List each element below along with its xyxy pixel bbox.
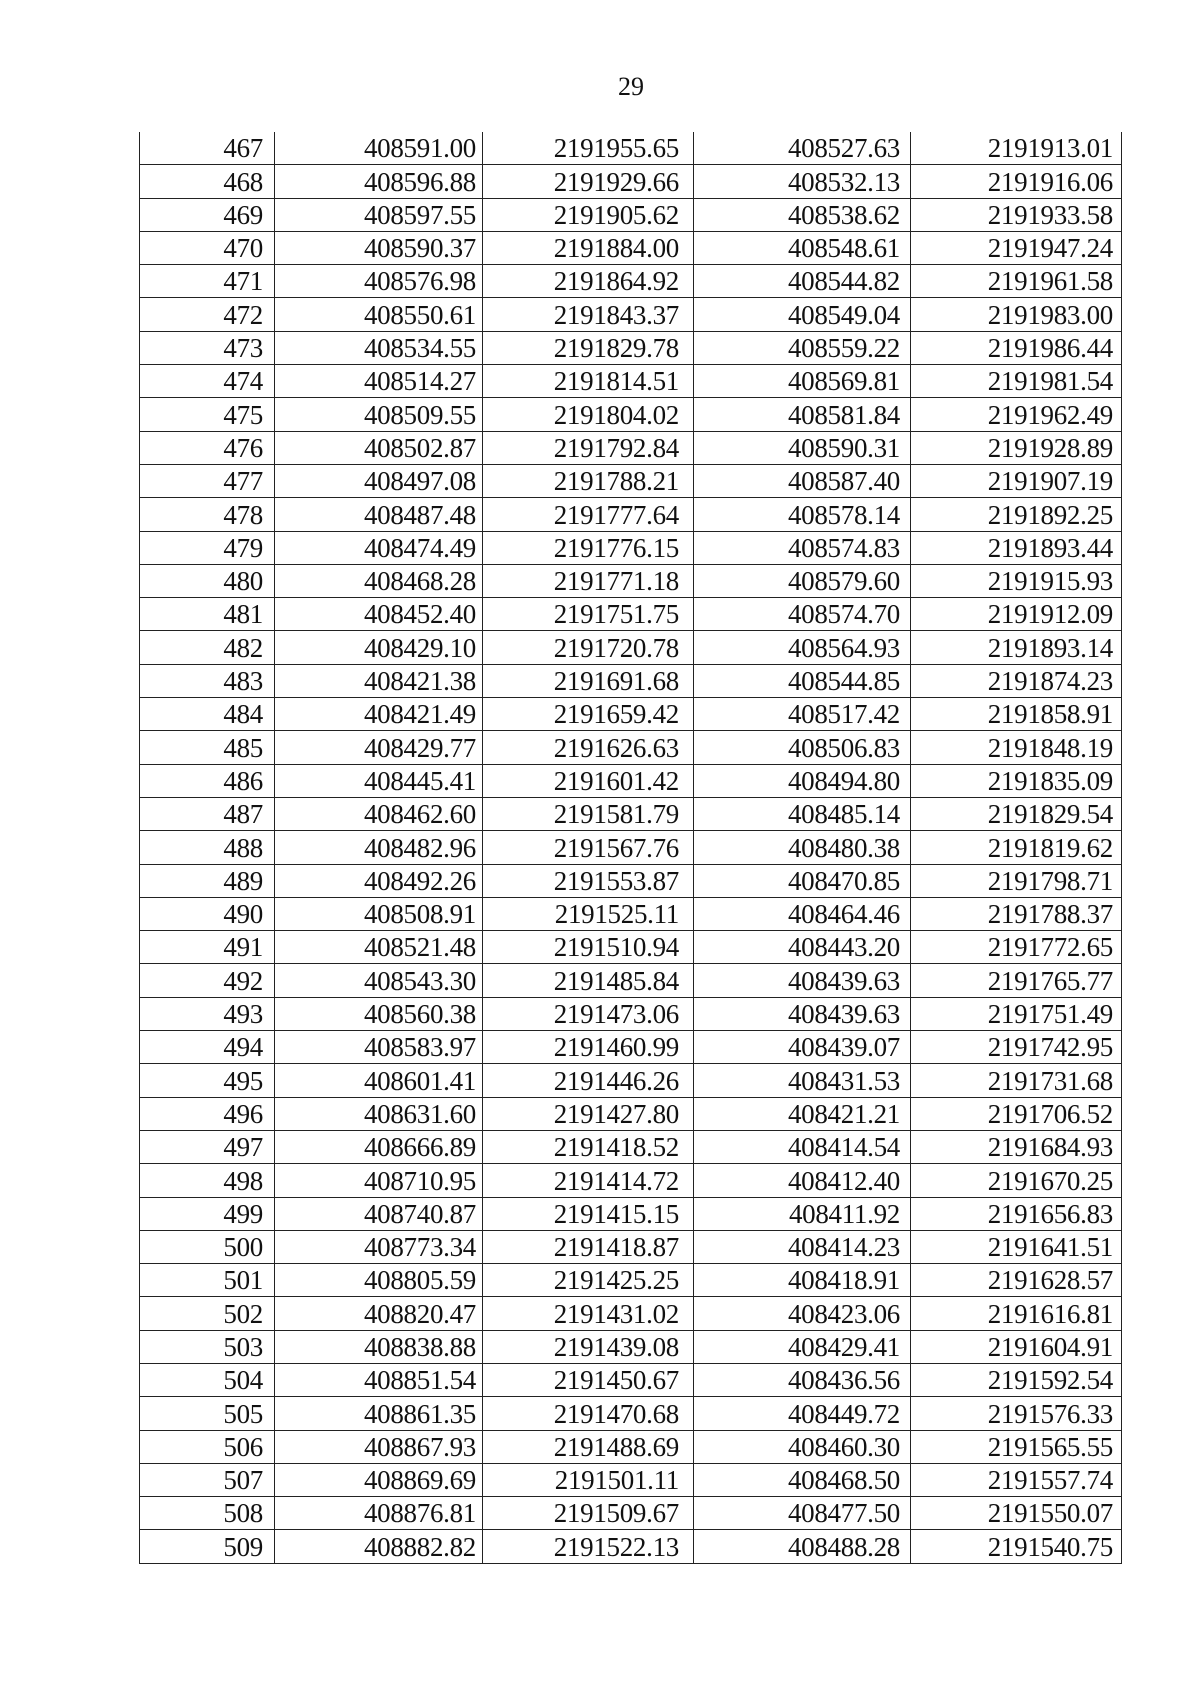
table-row — [140, 198, 1122, 231]
x2-coordinate-cell: 408414.54 — [694, 1130, 911, 1163]
point-number-cell: 499 — [140, 1197, 275, 1230]
y2-coordinate-cell: 2191892.25 — [911, 498, 1122, 531]
x1-coordinate-cell: 408591.00 — [275, 132, 483, 165]
x1-coordinate-cell: 408514.27 — [275, 365, 483, 398]
point-number-cell: 469 — [140, 198, 275, 231]
x2-coordinate-cell: 408480.38 — [694, 831, 911, 864]
y2-coordinate-cell: 2191616.81 — [911, 1297, 1122, 1330]
x2-coordinate-cell: 408418.91 — [694, 1264, 911, 1297]
y2-coordinate-cell: 2191928.89 — [911, 431, 1122, 464]
x1-coordinate-cell: 408601.41 — [275, 1064, 483, 1097]
table-row — [140, 1463, 1122, 1496]
table-row — [140, 398, 1122, 431]
y2-coordinate-cell: 2191576.33 — [911, 1397, 1122, 1430]
x2-coordinate-cell: 408439.63 — [694, 997, 911, 1030]
point-number-cell: 493 — [140, 997, 275, 1030]
table-row — [140, 831, 1122, 864]
y1-coordinate-cell: 2191864.92 — [483, 265, 694, 298]
y2-coordinate-cell: 2191742.95 — [911, 1031, 1122, 1064]
x2-coordinate-cell: 408578.14 — [694, 498, 911, 531]
x1-coordinate-cell: 408452.40 — [275, 598, 483, 631]
y1-coordinate-cell: 2191501.11 — [483, 1463, 694, 1496]
x1-coordinate-cell: 408882.82 — [275, 1530, 483, 1563]
x1-coordinate-cell: 408876.81 — [275, 1497, 483, 1530]
x2-coordinate-cell: 408549.04 — [694, 298, 911, 331]
y2-coordinate-cell: 2191874.23 — [911, 664, 1122, 697]
x2-coordinate-cell: 408429.41 — [694, 1330, 911, 1363]
y1-coordinate-cell: 2191929.66 — [483, 165, 694, 198]
point-number-cell: 500 — [140, 1230, 275, 1263]
x1-coordinate-cell: 408851.54 — [275, 1363, 483, 1396]
y1-coordinate-cell: 2191431.02 — [483, 1297, 694, 1330]
point-number-cell: 467 — [140, 132, 275, 165]
x2-coordinate-cell: 408544.85 — [694, 664, 911, 697]
x2-coordinate-cell: 408464.46 — [694, 897, 911, 930]
y1-coordinate-cell: 2191425.25 — [483, 1264, 694, 1297]
x2-coordinate-cell: 408421.21 — [694, 1097, 911, 1130]
x1-coordinate-cell: 408474.49 — [275, 531, 483, 564]
y2-coordinate-cell: 2191981.54 — [911, 365, 1122, 398]
y2-coordinate-cell: 2191858.91 — [911, 698, 1122, 731]
y1-coordinate-cell: 2191601.42 — [483, 764, 694, 797]
x1-coordinate-cell: 408869.69 — [275, 1463, 483, 1496]
y2-coordinate-cell: 2191893.44 — [911, 531, 1122, 564]
point-number-cell: 509 — [140, 1530, 275, 1563]
x2-coordinate-cell: 408527.63 — [694, 132, 911, 165]
table-row — [140, 1330, 1122, 1363]
point-number-cell: 486 — [140, 764, 275, 797]
x1-coordinate-cell: 408590.37 — [275, 231, 483, 264]
y1-coordinate-cell: 2191427.80 — [483, 1097, 694, 1130]
x1-coordinate-cell: 408596.88 — [275, 165, 483, 198]
point-number-cell: 506 — [140, 1430, 275, 1463]
table-row — [140, 265, 1122, 298]
x1-coordinate-cell: 408631.60 — [275, 1097, 483, 1130]
y2-coordinate-cell: 2191656.83 — [911, 1197, 1122, 1230]
y1-coordinate-cell: 2191771.18 — [483, 564, 694, 597]
y1-coordinate-cell: 2191509.67 — [483, 1497, 694, 1530]
x2-coordinate-cell: 408449.72 — [694, 1397, 911, 1430]
table-row — [140, 1097, 1122, 1130]
x1-coordinate-cell: 408497.08 — [275, 464, 483, 497]
y2-coordinate-cell: 2191557.74 — [911, 1463, 1122, 1496]
x1-coordinate-cell: 408521.48 — [275, 931, 483, 964]
x2-coordinate-cell: 408574.83 — [694, 531, 911, 564]
point-number-cell: 471 — [140, 265, 275, 298]
table-row — [140, 997, 1122, 1030]
x2-coordinate-cell: 408423.06 — [694, 1297, 911, 1330]
x1-coordinate-cell: 408429.10 — [275, 631, 483, 664]
y1-coordinate-cell: 2191418.52 — [483, 1130, 694, 1163]
x2-coordinate-cell: 408431.53 — [694, 1064, 911, 1097]
table-row — [140, 1064, 1122, 1097]
point-number-cell: 484 — [140, 698, 275, 731]
table-row — [140, 631, 1122, 664]
y1-coordinate-cell: 2191829.78 — [483, 331, 694, 364]
y2-coordinate-cell: 2191798.71 — [911, 864, 1122, 897]
x2-coordinate-cell: 408538.62 — [694, 198, 911, 231]
y2-coordinate-cell: 2191907.19 — [911, 464, 1122, 497]
y2-coordinate-cell: 2191670.25 — [911, 1164, 1122, 1197]
point-number-cell: 502 — [140, 1297, 275, 1330]
table-row — [140, 598, 1122, 631]
y1-coordinate-cell: 2191776.15 — [483, 531, 694, 564]
y1-coordinate-cell: 2191955.65 — [483, 132, 694, 165]
x1-coordinate-cell: 408543.30 — [275, 964, 483, 997]
point-number-cell: 475 — [140, 398, 275, 431]
y1-coordinate-cell: 2191884.00 — [483, 231, 694, 264]
table-row — [140, 1297, 1122, 1330]
y1-coordinate-cell: 2191626.63 — [483, 731, 694, 764]
point-number-cell: 489 — [140, 864, 275, 897]
x2-coordinate-cell: 408436.56 — [694, 1363, 911, 1396]
x2-coordinate-cell: 408532.13 — [694, 165, 911, 198]
y2-coordinate-cell: 2191565.55 — [911, 1430, 1122, 1463]
coordinates-table-body — [140, 132, 1122, 1563]
table-row — [140, 964, 1122, 997]
table-row — [140, 931, 1122, 964]
x2-coordinate-cell: 408517.42 — [694, 698, 911, 731]
x1-coordinate-cell: 408740.87 — [275, 1197, 483, 1230]
table-row — [140, 464, 1122, 497]
y1-coordinate-cell: 2191470.68 — [483, 1397, 694, 1430]
x2-coordinate-cell: 408439.07 — [694, 1031, 911, 1064]
x1-coordinate-cell: 408492.26 — [275, 864, 483, 897]
y2-coordinate-cell: 2191893.14 — [911, 631, 1122, 664]
y2-coordinate-cell: 2191592.54 — [911, 1363, 1122, 1396]
y1-coordinate-cell: 2191751.75 — [483, 598, 694, 631]
x2-coordinate-cell: 408412.40 — [694, 1164, 911, 1197]
y1-coordinate-cell: 2191720.78 — [483, 631, 694, 664]
x1-coordinate-cell: 408576.98 — [275, 265, 483, 298]
table-row — [140, 1397, 1122, 1430]
table-row — [140, 531, 1122, 564]
y2-coordinate-cell: 2191962.49 — [911, 398, 1122, 431]
x2-coordinate-cell: 408443.20 — [694, 931, 911, 964]
y2-coordinate-cell: 2191550.07 — [911, 1497, 1122, 1530]
table-row — [140, 1031, 1122, 1064]
y2-coordinate-cell: 2191915.93 — [911, 564, 1122, 597]
x1-coordinate-cell: 408773.34 — [275, 1230, 483, 1263]
point-number-cell: 472 — [140, 298, 275, 331]
table-row — [140, 564, 1122, 597]
y1-coordinate-cell: 2191510.94 — [483, 931, 694, 964]
table-row — [140, 1363, 1122, 1396]
x1-coordinate-cell: 408583.97 — [275, 1031, 483, 1064]
y1-coordinate-cell: 2191691.68 — [483, 664, 694, 697]
y2-coordinate-cell: 2191751.49 — [911, 997, 1122, 1030]
y1-coordinate-cell: 2191450.67 — [483, 1363, 694, 1396]
point-number-cell: 481 — [140, 598, 275, 631]
y2-coordinate-cell: 2191765.77 — [911, 964, 1122, 997]
y2-coordinate-cell: 2191912.09 — [911, 598, 1122, 631]
table-row — [140, 1230, 1122, 1263]
x1-coordinate-cell: 408838.88 — [275, 1330, 483, 1363]
x1-coordinate-cell: 408508.91 — [275, 897, 483, 930]
y2-coordinate-cell: 2191913.01 — [911, 132, 1122, 165]
table-row — [140, 797, 1122, 830]
y1-coordinate-cell: 2191525.11 — [483, 897, 694, 930]
table-row — [140, 1197, 1122, 1230]
y2-coordinate-cell: 2191947.24 — [911, 231, 1122, 264]
table-row — [140, 1497, 1122, 1530]
y1-coordinate-cell: 2191792.84 — [483, 431, 694, 464]
y1-coordinate-cell: 2191446.26 — [483, 1064, 694, 1097]
y1-coordinate-cell: 2191804.02 — [483, 398, 694, 431]
y1-coordinate-cell: 2191460.99 — [483, 1031, 694, 1064]
x1-coordinate-cell: 408482.96 — [275, 831, 483, 864]
x1-coordinate-cell: 408867.93 — [275, 1430, 483, 1463]
point-number-cell: 473 — [140, 331, 275, 364]
x2-coordinate-cell: 408569.81 — [694, 365, 911, 398]
point-number-cell: 470 — [140, 231, 275, 264]
x1-coordinate-cell: 408445.41 — [275, 764, 483, 797]
table-row — [140, 1164, 1122, 1197]
x1-coordinate-cell: 408666.89 — [275, 1130, 483, 1163]
point-number-cell: 508 — [140, 1497, 275, 1530]
y2-coordinate-cell: 2191684.93 — [911, 1130, 1122, 1163]
x1-coordinate-cell: 408509.55 — [275, 398, 483, 431]
y1-coordinate-cell: 2191843.37 — [483, 298, 694, 331]
x1-coordinate-cell: 408560.38 — [275, 997, 483, 1030]
point-number-cell: 495 — [140, 1064, 275, 1097]
y2-coordinate-cell: 2191835.09 — [911, 764, 1122, 797]
y1-coordinate-cell: 2191905.62 — [483, 198, 694, 231]
point-number-cell: 501 — [140, 1264, 275, 1297]
x2-coordinate-cell: 408581.84 — [694, 398, 911, 431]
point-number-cell: 483 — [140, 664, 275, 697]
point-number-cell: 505 — [140, 1397, 275, 1430]
y1-coordinate-cell: 2191659.42 — [483, 698, 694, 731]
x2-coordinate-cell: 408559.22 — [694, 331, 911, 364]
y2-coordinate-cell: 2191961.58 — [911, 265, 1122, 298]
x2-coordinate-cell: 408460.30 — [694, 1430, 911, 1463]
x2-coordinate-cell: 408590.31 — [694, 431, 911, 464]
point-number-cell: 498 — [140, 1164, 275, 1197]
x2-coordinate-cell: 408564.93 — [694, 631, 911, 664]
y2-coordinate-cell: 2191772.65 — [911, 931, 1122, 964]
x1-coordinate-cell: 408462.60 — [275, 797, 483, 830]
y2-coordinate-cell: 2191819.62 — [911, 831, 1122, 864]
table-row — [140, 1430, 1122, 1463]
table-row — [140, 331, 1122, 364]
table-row — [140, 897, 1122, 930]
point-number-cell: 507 — [140, 1463, 275, 1496]
x2-coordinate-cell: 408574.70 — [694, 598, 911, 631]
y2-coordinate-cell: 2191628.57 — [911, 1264, 1122, 1297]
x2-coordinate-cell: 408548.61 — [694, 231, 911, 264]
y2-coordinate-cell: 2191706.52 — [911, 1097, 1122, 1130]
x2-coordinate-cell: 408494.80 — [694, 764, 911, 797]
point-number-cell: 477 — [140, 464, 275, 497]
y1-coordinate-cell: 2191485.84 — [483, 964, 694, 997]
y2-coordinate-cell: 2191986.44 — [911, 331, 1122, 364]
table-row — [140, 231, 1122, 264]
x2-coordinate-cell: 408468.50 — [694, 1463, 911, 1496]
y1-coordinate-cell: 2191418.87 — [483, 1230, 694, 1263]
point-number-cell: 503 — [140, 1330, 275, 1363]
y2-coordinate-cell: 2191848.19 — [911, 731, 1122, 764]
y2-coordinate-cell: 2191933.58 — [911, 198, 1122, 231]
x2-coordinate-cell: 408477.50 — [694, 1497, 911, 1530]
x1-coordinate-cell: 408710.95 — [275, 1164, 483, 1197]
table-row — [140, 365, 1122, 398]
x2-coordinate-cell: 408544.82 — [694, 265, 911, 298]
table-row — [140, 1130, 1122, 1163]
table-row — [140, 431, 1122, 464]
point-number-cell: 478 — [140, 498, 275, 531]
point-number-cell: 482 — [140, 631, 275, 664]
point-number-cell: 468 — [140, 165, 275, 198]
table-row — [140, 1530, 1122, 1563]
point-number-cell: 491 — [140, 931, 275, 964]
x1-coordinate-cell: 408502.87 — [275, 431, 483, 464]
point-number-cell: 497 — [140, 1130, 275, 1163]
x2-coordinate-cell: 408485.14 — [694, 797, 911, 830]
y1-coordinate-cell: 2191814.51 — [483, 365, 694, 398]
table-row — [140, 132, 1122, 165]
table-row — [140, 298, 1122, 331]
x1-coordinate-cell: 408597.55 — [275, 198, 483, 231]
x2-coordinate-cell: 408587.40 — [694, 464, 911, 497]
table-row — [140, 1264, 1122, 1297]
y1-coordinate-cell: 2191439.08 — [483, 1330, 694, 1363]
point-number-cell: 476 — [140, 431, 275, 464]
x1-coordinate-cell: 408468.28 — [275, 564, 483, 597]
coordinates-table — [139, 132, 1122, 1564]
y2-coordinate-cell: 2191983.00 — [911, 298, 1122, 331]
point-number-cell: 479 — [140, 531, 275, 564]
x2-coordinate-cell: 408579.60 — [694, 564, 911, 597]
point-number-cell: 487 — [140, 797, 275, 830]
x1-coordinate-cell: 408550.61 — [275, 298, 483, 331]
y1-coordinate-cell: 2191414.72 — [483, 1164, 694, 1197]
y2-coordinate-cell: 2191829.54 — [911, 797, 1122, 830]
x1-coordinate-cell: 408421.38 — [275, 664, 483, 697]
table-row — [140, 698, 1122, 731]
x2-coordinate-cell: 408414.23 — [694, 1230, 911, 1263]
x2-coordinate-cell: 408470.85 — [694, 864, 911, 897]
point-number-cell: 485 — [140, 731, 275, 764]
page-number: 29 — [618, 72, 644, 101]
y1-coordinate-cell: 2191777.64 — [483, 498, 694, 531]
y1-coordinate-cell: 2191522.13 — [483, 1530, 694, 1563]
point-number-cell: 474 — [140, 365, 275, 398]
table-row — [140, 165, 1122, 198]
y1-coordinate-cell: 2191788.21 — [483, 464, 694, 497]
table-row — [140, 864, 1122, 897]
x1-coordinate-cell: 408421.49 — [275, 698, 483, 731]
y1-coordinate-cell: 2191473.06 — [483, 997, 694, 1030]
x2-coordinate-cell: 408411.92 — [694, 1197, 911, 1230]
point-number-cell: 494 — [140, 1031, 275, 1064]
x2-coordinate-cell: 408488.28 — [694, 1530, 911, 1563]
table-row — [140, 731, 1122, 764]
table-row — [140, 498, 1122, 531]
y2-coordinate-cell: 2191731.68 — [911, 1064, 1122, 1097]
x1-coordinate-cell: 408820.47 — [275, 1297, 483, 1330]
x1-coordinate-cell: 408429.77 — [275, 731, 483, 764]
x2-coordinate-cell: 408506.83 — [694, 731, 911, 764]
y1-coordinate-cell: 2191567.76 — [483, 831, 694, 864]
y1-coordinate-cell: 2191415.15 — [483, 1197, 694, 1230]
x1-coordinate-cell: 408805.59 — [275, 1264, 483, 1297]
table-row — [140, 664, 1122, 697]
point-number-cell: 504 — [140, 1363, 275, 1396]
x1-coordinate-cell: 408534.55 — [275, 331, 483, 364]
x2-coordinate-cell: 408439.63 — [694, 964, 911, 997]
y1-coordinate-cell: 2191488.69 — [483, 1430, 694, 1463]
y2-coordinate-cell: 2191604.91 — [911, 1330, 1122, 1363]
point-number-cell: 488 — [140, 831, 275, 864]
y2-coordinate-cell: 2191641.51 — [911, 1230, 1122, 1263]
table-row — [140, 764, 1122, 797]
point-number-cell: 480 — [140, 564, 275, 597]
y2-coordinate-cell: 2191540.75 — [911, 1530, 1122, 1563]
point-number-cell: 492 — [140, 964, 275, 997]
y2-coordinate-cell: 2191788.37 — [911, 897, 1122, 930]
y1-coordinate-cell: 2191581.79 — [483, 797, 694, 830]
x1-coordinate-cell: 408861.35 — [275, 1397, 483, 1430]
point-number-cell: 490 — [140, 897, 275, 930]
x1-coordinate-cell: 408487.48 — [275, 498, 483, 531]
point-number-cell: 496 — [140, 1097, 275, 1130]
y2-coordinate-cell: 2191916.06 — [911, 165, 1122, 198]
y1-coordinate-cell: 2191553.87 — [483, 864, 694, 897]
